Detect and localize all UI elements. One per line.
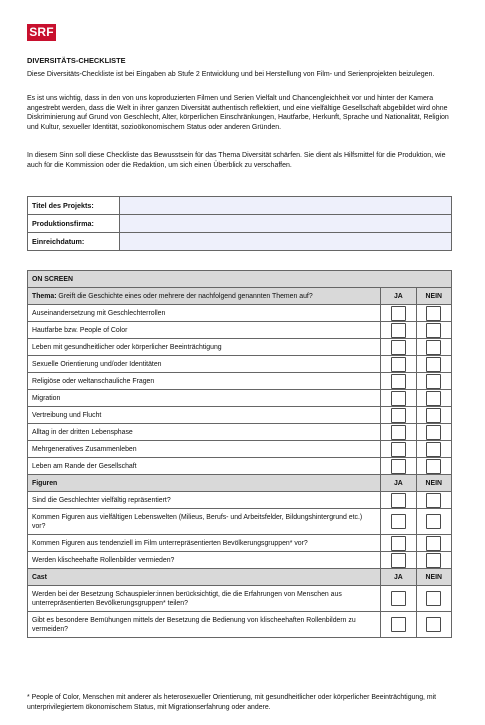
ja-checkbox[interactable] [391,459,406,474]
nein-cell [416,552,451,569]
project-info-table [27,196,452,251]
checklist-question: Sind die Geschlechter vielfältig repräsentiert? [28,492,381,509]
nein-cell [416,441,451,458]
intro-paragraph-3: In diesem Sinn soll diese Checkliste das Bewusstsein für das Thema Diversität schärfen. Sie dient als Hilfsmittel für die Produktion, wie auch für die Kommission oder die Redaktion, um sich einen Überblick zu verschaffen. [27,152,446,169]
production-company-row [28,215,452,233]
nein-cell [416,305,451,322]
nein-cell [416,535,451,552]
checklist-row [28,390,452,407]
nein-cell [416,586,451,612]
ja-checkbox[interactable] [391,514,406,529]
ja-cell [381,612,416,638]
ja-header: JA [381,569,416,586]
figuren-header-row [28,475,452,492]
ja-checkbox[interactable] [391,408,406,423]
thema-label: Thema: [32,292,57,300]
cast-group [28,586,452,638]
nein-checkbox[interactable] [426,323,441,338]
nein-checkbox[interactable] [426,357,441,372]
checklist-question: Leben am Rande der Gesellschaft [28,458,381,475]
nein-header: NEIN [416,475,451,492]
production-company-label: Produktionsfirma: [28,215,120,233]
nein-checkbox[interactable] [426,459,441,474]
ja-checkbox[interactable] [391,553,406,568]
ja-cell [381,322,416,339]
diversity-checklist-table [27,270,452,638]
ja-cell [381,535,416,552]
nein-checkbox[interactable] [426,374,441,389]
thema-question [28,288,381,305]
ja-cell [381,356,416,373]
thema-question-text: Greift die Geschichte eines oder mehrere der nachfolgend genannten Themen auf? [56,292,313,300]
ja-checkbox[interactable] [391,536,406,551]
ja-header: JA [381,475,416,492]
nein-header: NEIN [416,288,451,305]
section-title: ON SCREEN [28,271,452,288]
checklist-row [28,535,452,552]
ja-cell [381,407,416,424]
nein-checkbox[interactable] [426,591,441,606]
checklist-row [28,586,452,612]
checklist-question: Religiöse oder weltanschauliche Fragen [28,373,381,390]
ja-cell [381,552,416,569]
checklist-question: Kommen Figuren aus vielfältigen Lebenswelten (Milieus, Berufs- und Arbeitsfelder, Bildungshintergrund etc.) vor? [28,509,381,535]
intro-paragraph-1: Diese Diversitäts-Checkliste ist bei Eingaben ab Stufe 2 Entwicklung und bei Herstellung von Film- und Serienprojekten beizulegen. [27,71,435,78]
nein-cell [416,407,451,424]
nein-checkbox[interactable] [426,442,441,457]
ja-header: JA [381,288,416,305]
footnote: * People of Color, Menschen mit anderer als heterosexueller Orientierung, mit gesundheitlicher oder körperlicher Beeinträchtigung, mit unterprivilegiertem ökonomischem Status, mit Migrationserfahrung oder andere. [27,694,437,711]
nein-checkbox[interactable] [426,391,441,406]
nein-checkbox[interactable] [426,553,441,568]
ja-cell [381,441,416,458]
nein-checkbox[interactable] [426,306,441,321]
ja-cell [381,390,416,407]
production-company-field[interactable] [120,215,452,233]
submission-date-row [28,233,452,251]
nein-cell [416,612,451,638]
ja-checkbox[interactable] [391,374,406,389]
thema-header-row [28,288,452,305]
checklist-question: Sexuelle Orientierung und/oder Identitäten [28,356,381,373]
project-title-label: Titel des Projekts: [28,197,120,215]
checklist-row [28,458,452,475]
nein-checkbox[interactable] [426,493,441,508]
submission-date-label: Einreichdatum: [28,233,120,251]
ja-cell [381,458,416,475]
figuren-label-text: Figuren [32,479,58,487]
figuren-label [28,475,381,492]
ja-cell [381,424,416,441]
project-title-field[interactable] [120,197,452,215]
ja-cell [381,492,416,509]
nein-cell [416,373,451,390]
nein-cell [416,390,451,407]
ja-checkbox[interactable] [391,442,406,457]
checklist-question: Migration [28,390,381,407]
themes-group [28,305,452,475]
nein-checkbox[interactable] [426,536,441,551]
checklist-row [28,552,452,569]
checklist-question: Auseinandersetzung mit Geschlechterrollen [28,305,381,322]
ja-cell [381,586,416,612]
nein-cell [416,322,451,339]
section-header-row [28,271,452,288]
checklist-question: Mehrgeneratives Zusammenleben [28,441,381,458]
project-title-row [28,197,452,215]
ja-checkbox[interactable] [391,493,406,508]
ja-checkbox[interactable] [391,425,406,440]
nein-checkbox[interactable] [426,617,441,632]
checklist-question: Alltag in der dritten Lebensphase [28,424,381,441]
checklist-question: Kommen Figuren aus tendenziell im Film unterrepräsentierten Bevölkerungsgruppen* vor? [28,535,381,552]
ja-cell [381,373,416,390]
nein-checkbox[interactable] [426,408,441,423]
checklist-row [28,424,452,441]
cast-label-text: Cast [32,573,47,581]
nein-cell [416,458,451,475]
ja-checkbox[interactable] [391,323,406,338]
nein-cell [416,339,451,356]
cast-label [28,569,381,586]
checklist-question: Hautfarbe bzw. People of Color [28,322,381,339]
nein-checkbox[interactable] [426,425,441,440]
figuren-group [28,492,452,569]
checklist-row [28,407,452,424]
checklist-row [28,492,452,509]
checklist-question: Leben mit gesundheitlicher oder körperlicher Beeinträchtigung [28,339,381,356]
checklist-row [28,441,452,458]
nein-cell [416,509,451,535]
ja-checkbox[interactable] [391,306,406,321]
checklist-row [28,509,452,535]
nein-cell [416,356,451,373]
ja-checkbox[interactable] [391,340,406,355]
ja-checkbox[interactable] [391,617,406,632]
checklist-question: Werden bei der Besetzung Schauspieler:innen berücksichtigt, die die Erfahrungen von Menschen aus unterrepräsentierten Bevölkerungsgruppen* teilen? [28,586,381,612]
checklist-question: Werden klischeehafte Rollenbilder vermieden? [28,552,381,569]
intro-paragraph-2: Es ist uns wichtig, dass in den von uns koproduzierten Filmen und Serien Vielfalt und Chancengleichheit vor und hinter der Kamera angestrebt werden, dass die Welt in ihrer ganzen Diversität authentisch reflektiert, und eine vielfältige Gesellschaft abgebildet wird ohne Diskriminierung auf Grund von Geschlecht, Alter, körperlichen Einschränkungen, Hautfarbe, Herkunft, Sprache und Nationalität, Religion und Kultur, sexueller Identität, sozioökonomischem Status oder anderen Gründen. [27,95,449,131]
checklist-row [28,356,452,373]
ja-checkbox[interactable] [391,391,406,406]
ja-cell [381,339,416,356]
cast-header-row [28,569,452,586]
checklist-row [28,322,452,339]
srf-logo: SRF [27,24,56,41]
checklist-question: Gibt es besondere Bemühungen mittels der Besetzung die Bedienung von klischeehaften Rollenbildern zu vermeiden? [28,612,381,638]
nein-cell [416,492,451,509]
checklist-row [28,612,452,638]
nein-checkbox[interactable] [426,340,441,355]
nein-checkbox[interactable] [426,514,441,529]
document-title: DIVERSITÄTS-CHECKLISTE [27,56,126,65]
ja-checkbox[interactable] [391,591,406,606]
checklist-row [28,339,452,356]
checklist-row [28,305,452,322]
submission-date-field[interactable] [120,233,452,251]
ja-checkbox[interactable] [391,357,406,372]
ja-cell [381,305,416,322]
nein-cell [416,424,451,441]
ja-cell [381,509,416,535]
checklist-question: Vertreibung und Flucht [28,407,381,424]
checklist-row [28,373,452,390]
nein-header: NEIN [416,569,451,586]
